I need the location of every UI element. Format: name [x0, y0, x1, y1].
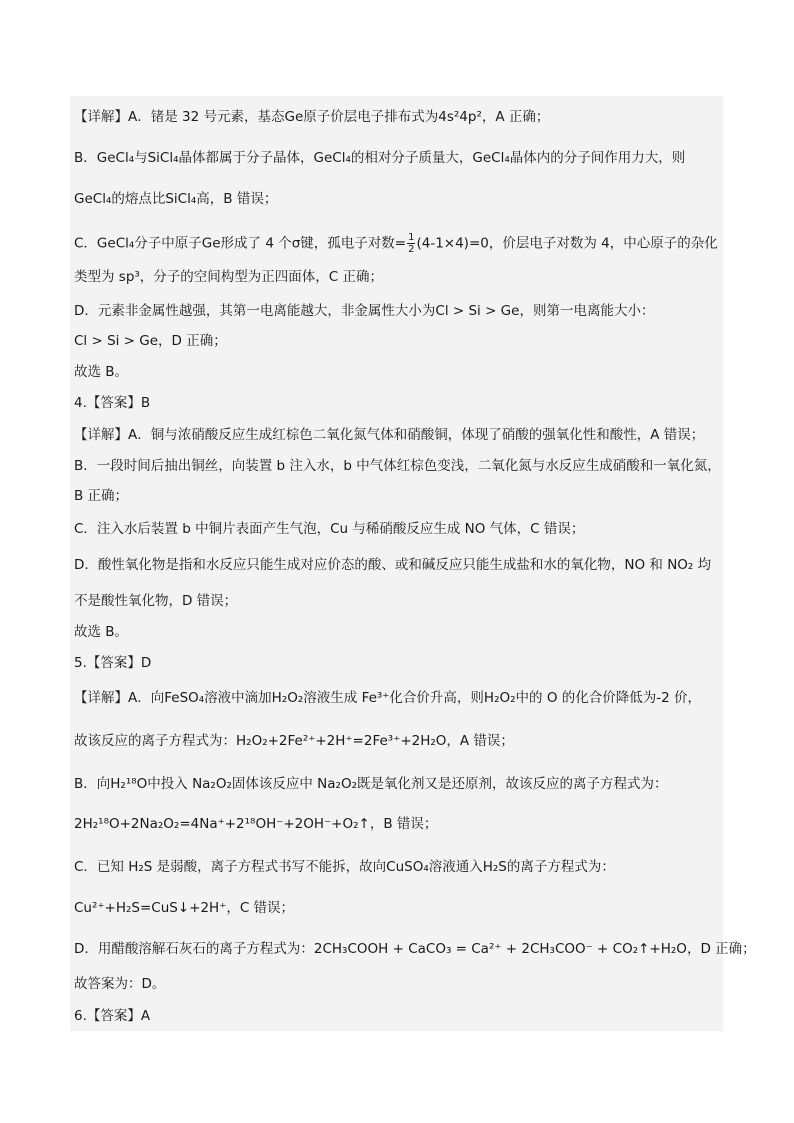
- q4-option-b-line1: B．一段时间后抽出铜丝，向装置 b 注入水，b 中气体红棕色变浅，二氧化氮与水反应生成硝酸和一氧化氮，: [74, 458, 721, 474]
- q3-option-c-text-after-fraction: (4-1×4)=0，价层电子对数为 4，中心原子的杂化: [416, 235, 718, 252]
- q4-option-c: C．注入水后装置 b 中铜片表面产生气泡，Cu 与稀硝酸反应生成 NO 气体，C 错误；: [74, 521, 585, 537]
- fraction-denominator: 2: [408, 244, 415, 255]
- q5-conclusion: 故答案为：D。: [74, 976, 166, 992]
- q6-answer: 6.【答案】A: [74, 1008, 151, 1024]
- q5-option-a-line2: 故该反应的离子方程式为：H₂O₂+2Fe²⁺+2H⁺=2Fe³⁺+2H₂O，A 错误；: [74, 733, 514, 749]
- q5-option-b-line1: B．向H₂¹⁸O中投入 Na₂O₂固体该反应中 Na₂O₂既是氧化剂又是还原剂，故该反应的离子方程式为：: [74, 776, 668, 792]
- q5-answer: 5.【答案】D: [74, 655, 152, 671]
- q3-option-b-line1: B．GeCl₄与SiCl₄晶体都属于分子晶体，GeCl₄的相对分子质量大，GeCl₄晶体内的分子间作用力大，则: [74, 150, 686, 166]
- q3-option-c-text-before-fraction: C．GeCl₄分子中原子Ge形成了 4 个σ键，孤电子对数=: [74, 235, 407, 252]
- q3-option-c-line1: [74, 232, 721, 255]
- q4-option-d-line1: D．酸性氧化物是指和水反应只能生成对应价态的酸、或和碱反应只能生成盐和水的氧化物，NO 和 NO₂ 均: [74, 557, 712, 573]
- q4-option-b-line2: B 正确；: [74, 488, 129, 504]
- q3-option-c-line2: 类型为 sp³，分子的空间构型为正四面体，C 正确；: [74, 269, 384, 285]
- fraction-one-half: [407, 232, 415, 255]
- q5-option-c-line2: Cu²⁺+H₂S=CuS↓+2H⁺，C 错误；: [74, 900, 295, 916]
- q3-option-d-line1: D．元素非金属性越强，其第一电离能越大，非金属性大小为Cl > Si > Ge，则第一电离能大小：: [74, 303, 655, 319]
- q4-option-d-line2: 不是酸性氧化物，D 错误；: [74, 593, 238, 609]
- fraction-numerator: 1: [408, 232, 415, 243]
- answer-explanation-page: [70, 96, 756, 1031]
- q5-option-d: D．用醋酸溶解石灰石的离子方程式为：2CH₃COOH + CaCO₃ = Ca²⁺ + 2CH₃COO⁻ + CO₂↑+H₂O，D 正确；: [74, 941, 756, 957]
- q3-option-d-line2: Cl > Si > Ge，D 正确；: [74, 333, 227, 349]
- q5-option-c-line1: C．已知 H₂S 是弱酸，离子方程式书写不能拆，故向CuSO₄溶液通入H₂S的离子方程式为：: [74, 859, 615, 875]
- q5-option-b-line2: 2H₂¹⁸O+2Na₂O₂=4Na⁺+2¹⁸OH⁻+2OH⁻+O₂↑，B 错误；: [74, 816, 438, 832]
- q4-conclusion: 故选 B。: [74, 624, 129, 640]
- q3-option-a: 【详解】A．锗是 32 号元素，基态Ge原子价层电子排布式为4s²4p²，A 正确；: [74, 109, 550, 125]
- q5-option-a-line1: 【详解】A．向FeSO₄溶液中滴加H₂O₂溶液生成 Fe³⁺化合价升高，则H₂O₂中的 O 的化合价降低为-2 价，: [74, 690, 701, 706]
- q3-option-b-line2: GeCl₄的熔点比SiCl₄高，B 错误；: [74, 191, 278, 207]
- q4-option-a: 【详解】A．铜与浓硝酸反应生成红棕色二氧化氮气体和硝酸铜，体现了硝酸的强氧化性和酸性，A 错误；: [74, 427, 705, 443]
- q4-answer: 4.【答案】B: [74, 395, 151, 411]
- q3-conclusion: 故选 B。: [74, 364, 129, 380]
